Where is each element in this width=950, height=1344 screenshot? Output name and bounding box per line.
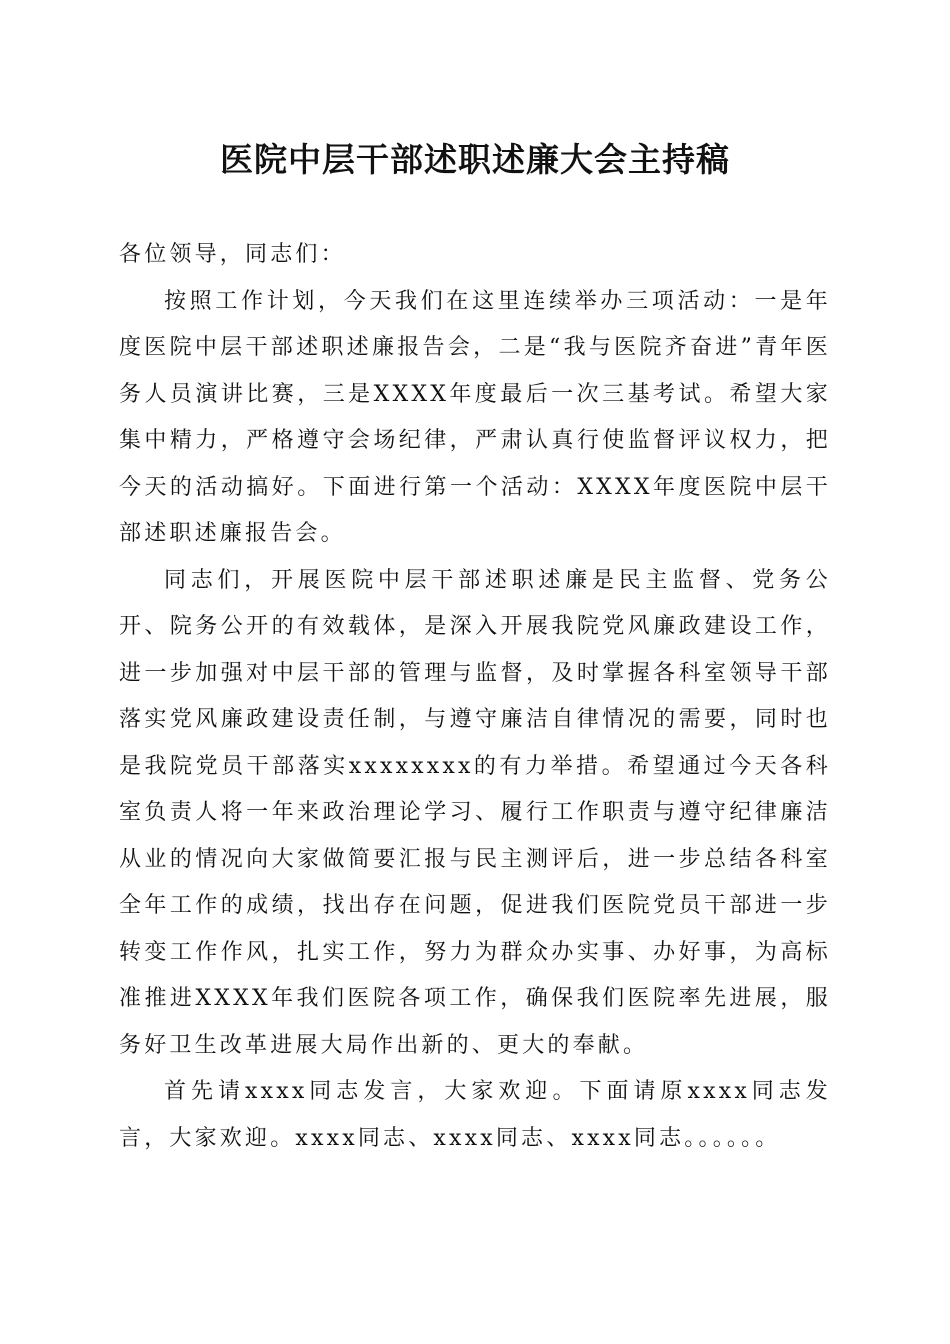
salutation: 各位领导，同志们： [119, 242, 346, 267]
document-body [119, 232, 831, 1162]
paragraph-1: 按照工作计划，今天我们在这里连续举办三项活动：一是年度医院中层干部述职述廉报告会，二是“我与医院齐奋进”青年医务人员演讲比赛，三是XXXX年度最后一次三基考试。希望大家集中精力，严格遵守会场纪律，严肃认真行使监督评议权力，把今天的活动搞好。下面进行第一个活动：XXXX年度医院中层干部述职述廉报告会。 [119, 288, 831, 546]
paragraph-2: 同志们，开展医院中层干部述职述廉是民主监督、党务公开、院务公开的有效载体，是深入开展我院党风廉政建设工作，进一步加强对中层干部的管理与监督，及时掌握各科室领导干部落实党风廉政建设责任制，与遵守廉洁自律情况的需要，同时也是我院党员干部落实xxxxxxxx的有力举措。希望通过今天各科室负责人将一年来政治理论学习、履行工作职责与遵守纪律廉洁从业的情况向大家做简要汇报与民主测评后，进一步总结各科室全年工作的成绩，找出存在问题，促进我们医院党员干部进一步转变工作作风，扎实工作，努力为群众办实事、办好事，为高标准推进XXXX年我们医院各项工作，确保我们医院率先进展，服务好卫生改革进展大局作出新的、更大的奉献。 [119, 567, 831, 1058]
document-title: 医院中层干部述职述廉大会主持稿 [220, 140, 730, 179]
paragraph-3: 首先请xxxx同志发言，大家欢迎。下面请原xxxx同志发言，大家欢迎。xxxx同志、xxxx同志、xxxx同志。。。。。。 [119, 1079, 831, 1151]
